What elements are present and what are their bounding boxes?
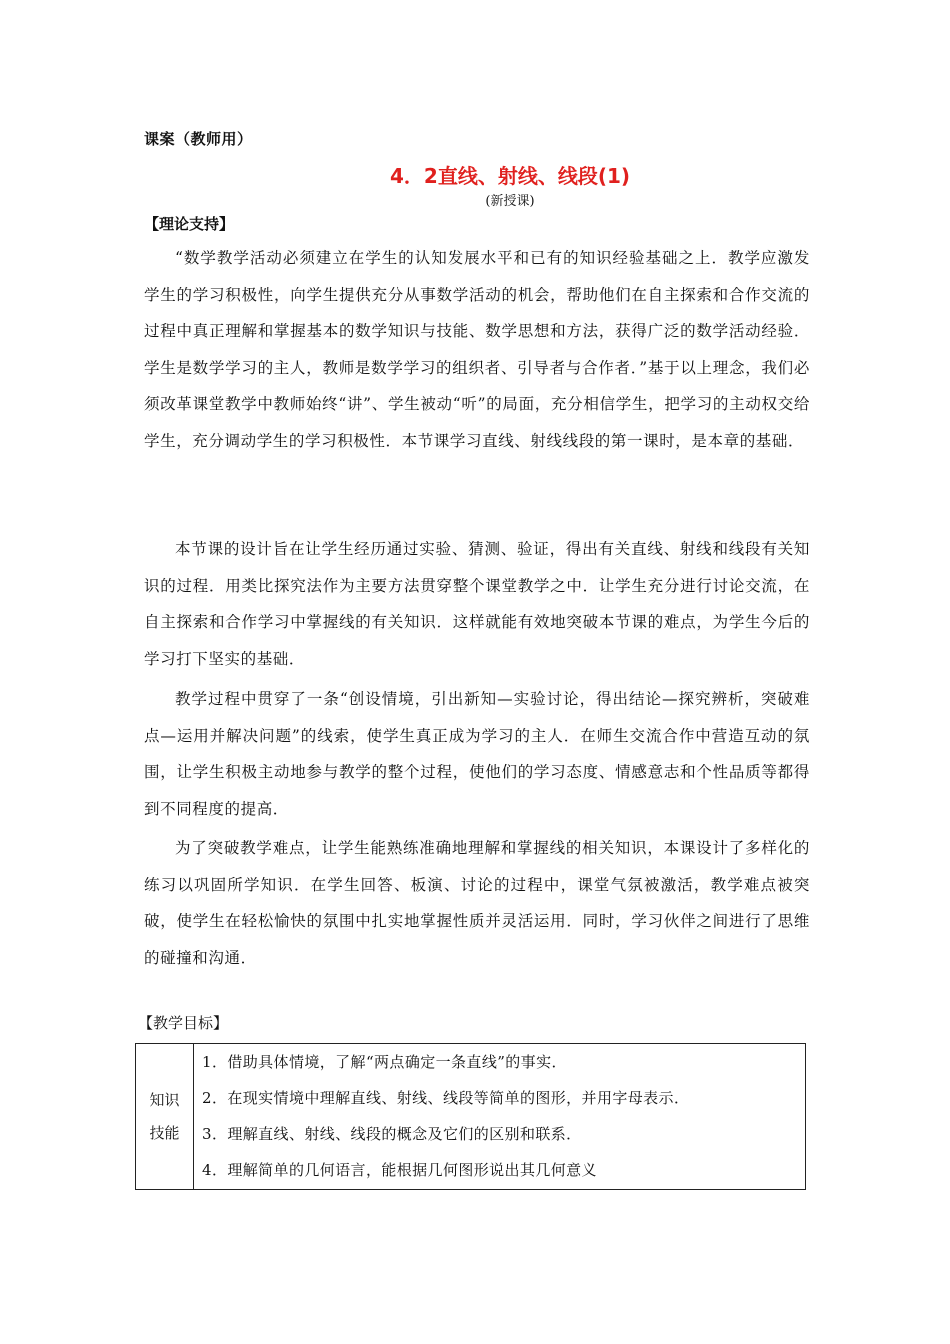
section-heading-theory: 【理论支持】 bbox=[144, 215, 235, 233]
paragraph-4: 为了突破教学难点，让学生能熟练准确地理解和掌握线的相关知识，本课设计了多样化的练习以巩固所学知识．在学生回答、板演、讨论的过程中，课堂气氛被激活，教学难点被突破，使学生在轻松愉快的氛围中扎实地掌握性质并灵活运用．同时，学习伙伴之间进行了思维的碰撞和沟通． bbox=[144, 839, 810, 967]
goals-category-cell bbox=[136, 1044, 194, 1189]
paragraph-2: 本节课的设计旨在让学生经历通过实验、猜测、验证，得出有关直线、射线和线段有关知识的过程．用类比探究法作为主要方法贯穿整个课堂教学之中．让学生充分进行讨论交流，在自主探索和合作学习中掌握线的有关知识．这样就能有效地突破本节课的难点，为学生今后的学习打下坚实的基础． bbox=[144, 540, 810, 668]
goal-item: 3．理解直线、射线、线段的概念及它们的区别和联系． bbox=[202, 1125, 582, 1143]
paragraph-3: 教学过程中贯穿了一条“创设情境，引出新知—实验讨论，得出结论—探究辨析，突破难点—运用并解决问题”的线索，使学生真正成为学习的主人．在师生交流合作中营造互动的氛围，让学生积极主动地参与教学的整个过程，使他们的学习态度、情感意志和个性品质等都得到不同程度的提高． bbox=[144, 690, 810, 818]
goal-item: 4．理解简单的几何语言，能根据几何图形说出其几何意义 bbox=[202, 1161, 597, 1179]
goals-category-line1: 知识 bbox=[149, 1090, 180, 1109]
goals-table bbox=[135, 1043, 806, 1190]
goals-items-cell bbox=[194, 1044, 805, 1189]
document-header-label: 课案（教师用） bbox=[144, 130, 253, 148]
goals-category-line2: 技能 bbox=[149, 1123, 180, 1142]
section-heading-goals: 【教学目标】 bbox=[138, 1014, 229, 1032]
page-title: 4．2直线、射线、线段(1) bbox=[389, 164, 631, 188]
goal-item: 1．借助具体情境，了解“两点确定一条直线”的事实． bbox=[202, 1053, 567, 1071]
page-subtitle: (新授课) bbox=[485, 194, 535, 209]
goal-item: 2．在现实情境中理解直线、射线、线段等简单的图形，并用字母表示． bbox=[202, 1089, 690, 1107]
paragraph-1: “数学教学活动必须建立在学生的认知发展水平和已有的知识经验基础之上．教学应激发学生的学习积极性，向学生提供充分从事数学活动的机会，帮助他们在自主探索和合作交流的过程中真正理解和掌握基本的数学知识与技能、数学思想和方法，获得广泛的数学活动经验．学生是数学学习的主人，教师是数学学习的组织者、引导者与合作者．”基于以上理念，我们必须改革课堂教学中教师始终“讲”、学生被动“听”的局面，充分相信学生，把学习的主动权交给学生，充分调动学生的学习积极性．本节课学习直线、射线线段的第一课时，是本章的基础． bbox=[144, 249, 810, 450]
